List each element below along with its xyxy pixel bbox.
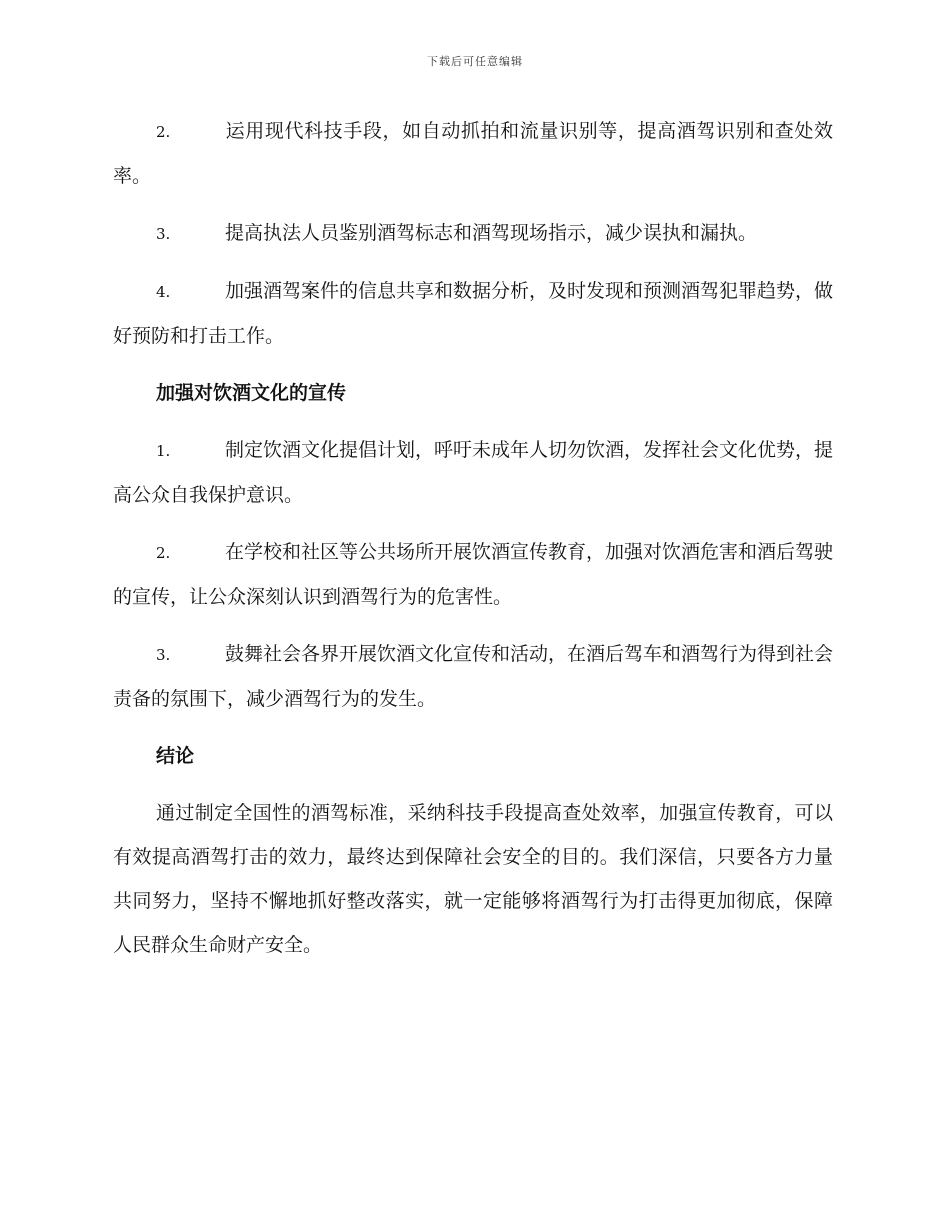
list-item-number: 4. — [156, 283, 171, 301]
list-item-number: 2. — [156, 544, 171, 562]
section-heading-conclusion: 结论 — [156, 745, 195, 767]
list-item-number: 3. — [156, 225, 171, 243]
list-item — [113, 632, 833, 721]
list-item-text: 加强酒驾案件的信息共享和数据分析，及时发现和预测酒驾犯罪趋势，做好预防和打击工作。 — [113, 280, 834, 347]
list-item-text: 制定饮酒文化提倡计划，呼吁未成年人切勿饮酒，发挥社会文化优势，提高公众自我保护意识。 — [113, 439, 834, 506]
list-item — [113, 109, 833, 198]
list-item-number: 3. — [156, 646, 171, 664]
list-item — [113, 269, 833, 358]
list-item — [113, 428, 833, 517]
list-item-number: 1. — [156, 442, 171, 460]
list-item-text: 鼓舞社会各界开展饮酒文化宣传和活动，在酒后驾车和酒驾行为得到社会责备的氛围下，减少酒驾行为的发生。 — [113, 643, 834, 710]
list-item-text: 运用现代科技手段，如自动抓拍和流量识别等，提高酒驾识别和查处效率。 — [113, 120, 833, 187]
document-body — [113, 109, 833, 967]
list-item-number: 2. — [156, 123, 171, 141]
section-heading-culture: 加强对饮酒文化的宣传 — [156, 382, 347, 404]
page-header: 下载后可任意编辑 — [427, 55, 523, 68]
conclusion-paragraph: 通过制定全国性的酒驾标准，采纳科技手段提高查处效率，加强宣传教育，可以有效提高酒驾打击的效力，最终达到保障社会安全的目的。我们深信，只要各方力量共同努力，坚持不懈地抓好整改落实，就一定能够将酒驾行为打击得更加彻底，保障人民群众生命财产安全。 — [113, 802, 833, 956]
list-item-text: 在学校和社区等公共场所开展饮酒宣传教育，加强对饮酒危害和酒后驾驶的宣传，让公众深刻认识到酒驾行为的危害性。 — [113, 541, 834, 608]
list-item — [113, 211, 833, 256]
list-item-text: 提高执法人员鉴别酒驾标志和酒驾现场指示，减少误执和漏执。 — [225, 222, 758, 244]
list-item — [113, 530, 833, 619]
